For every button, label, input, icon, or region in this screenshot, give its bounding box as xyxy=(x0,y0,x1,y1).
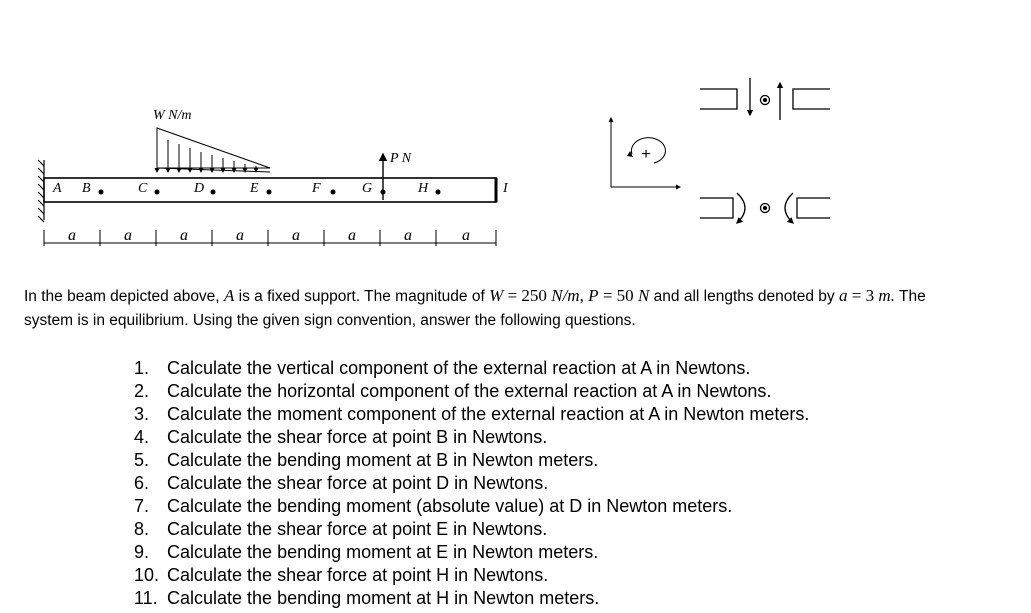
point-label-h: H xyxy=(418,181,429,196)
trail-text: The xyxy=(898,288,926,305)
problem-line-1 xyxy=(24,284,1024,309)
question-text: Calculate the bending moment at E in Newton meters. xyxy=(167,542,599,562)
question-number: 9. xyxy=(134,542,150,562)
dimension-label: a xyxy=(68,227,76,244)
w-value: = 250 xyxy=(507,286,547,305)
question-text: Calculate the bending moment at B in Newton meters. xyxy=(167,450,599,470)
question-item xyxy=(134,380,809,403)
a-unit: m. xyxy=(878,286,895,305)
question-text: Calculate the vertical component of the external reaction at A in Newtons. xyxy=(167,358,751,378)
point-label-i: I xyxy=(503,181,508,196)
point-label-e: E xyxy=(250,181,259,196)
question-number: 5. xyxy=(134,450,150,470)
problem-line-2: system is in equilibrium. Using the given sign convention, answer the following questions. xyxy=(24,312,636,329)
question-text: Calculate the shear force at point B in Newtons. xyxy=(167,427,548,447)
rotation-plus-sign: + xyxy=(641,146,651,163)
problem-statement xyxy=(24,284,1024,333)
point-label-g: G xyxy=(362,181,373,196)
dimension-label: a xyxy=(292,227,300,244)
a-value: = 3 xyxy=(851,286,875,305)
p-variable: P xyxy=(588,286,599,305)
a-variable: a xyxy=(838,286,848,305)
question-text: Calculate the shear force at point D in Newtons. xyxy=(167,473,549,493)
point-label-f: F xyxy=(312,181,321,196)
beam-figure xyxy=(0,0,1031,270)
question-text: Calculate the moment component of the external reaction at A in Newton meters. xyxy=(167,404,810,424)
dimension-label: a xyxy=(462,227,470,244)
point-load-label: P N xyxy=(390,151,412,166)
question-text: Calculate the horizontal component of the external reaction at A in Newtons. xyxy=(167,381,772,401)
w-variable: W xyxy=(489,286,504,305)
question-item xyxy=(134,449,809,472)
distributed-load xyxy=(157,128,270,172)
question-number: 7. xyxy=(134,496,150,516)
point-label-a: A xyxy=(53,181,62,196)
support-variable: A xyxy=(223,286,235,305)
question-text: Calculate the shear force at point E in Newtons. xyxy=(167,519,548,539)
question-number: 2. xyxy=(134,381,150,401)
question-number: 11. xyxy=(134,588,158,608)
question-number: 10. xyxy=(134,565,160,585)
question-number: 6. xyxy=(134,473,150,493)
dimension-label: a xyxy=(236,227,244,244)
p-value: = 50 xyxy=(602,286,634,305)
dimension-label: a xyxy=(348,227,356,244)
question-item xyxy=(134,426,809,449)
moment-convention xyxy=(700,193,830,223)
question-number: 4. xyxy=(134,427,150,447)
p-unit: N xyxy=(638,286,650,305)
dimension-labels xyxy=(68,227,470,244)
question-list xyxy=(134,357,809,610)
question-item xyxy=(134,541,809,564)
intro-text: In the beam depicted above, xyxy=(24,288,220,305)
question-item xyxy=(134,518,809,541)
fixed-text: is a fixed support. The magnitude of xyxy=(238,288,485,305)
dimension-label: a xyxy=(180,227,188,244)
point-label-b: B xyxy=(82,181,91,196)
fixed-support xyxy=(38,160,44,222)
question-number: 8. xyxy=(134,519,150,539)
dimension-line xyxy=(44,230,496,246)
question-item xyxy=(134,403,809,426)
load-label: W N/m xyxy=(153,108,192,123)
point-label-c: C xyxy=(138,181,148,196)
question-item xyxy=(134,357,809,380)
question-text: Calculate the bending moment (absolute value) at D in Newton meters. xyxy=(167,496,733,516)
shear-convention xyxy=(700,78,830,120)
dimension-label: a xyxy=(404,227,412,244)
question-item xyxy=(134,495,809,518)
point-label-d: D xyxy=(194,181,205,196)
question-item xyxy=(134,564,809,587)
question-item xyxy=(134,587,809,610)
lengths-text: and all lengths denoted by xyxy=(653,288,835,305)
dimension-label: a xyxy=(124,227,132,244)
question-item xyxy=(134,472,809,495)
question-text: Calculate the bending moment at H in Newton meters. xyxy=(167,588,600,608)
w-unit: N/m, xyxy=(551,286,584,305)
question-number: 1. xyxy=(134,358,150,378)
question-number: 3. xyxy=(134,404,150,424)
question-text: Calculate the shear force at point H in Newtons. xyxy=(167,565,549,585)
